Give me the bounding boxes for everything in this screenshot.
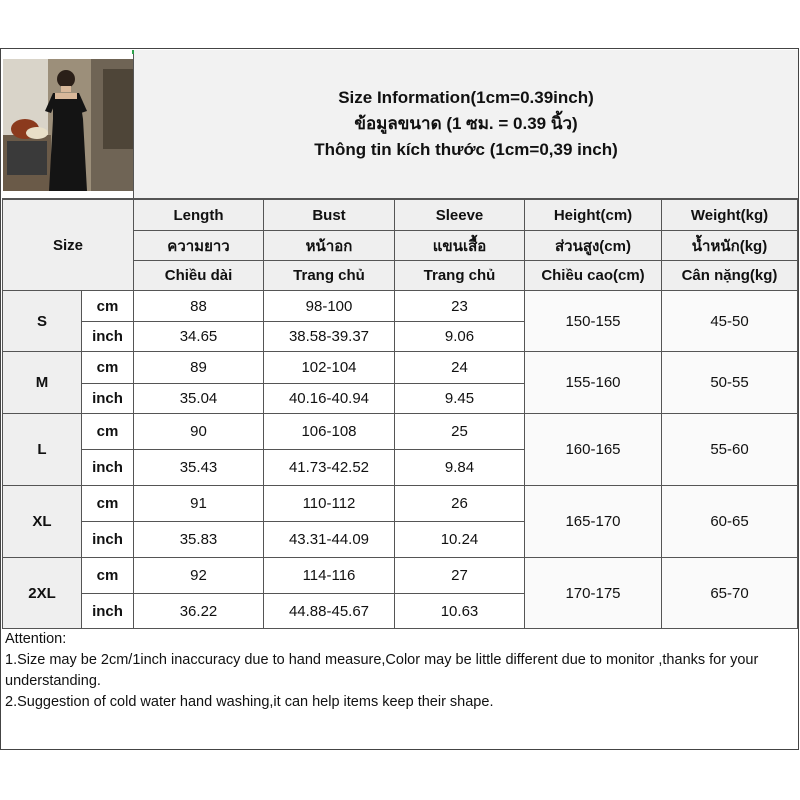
weight-range: 65-70 — [662, 558, 798, 629]
weight-range: 50-55 — [662, 352, 798, 414]
unit-inch: inch — [82, 594, 134, 629]
sleeve-inch: 10.24 — [395, 522, 525, 558]
header-title-th: ข้อมูลขนาด (1 ซม. = 0.39 นิ้ว) — [354, 114, 578, 133]
col-bust-th: หน้าอก — [264, 231, 395, 261]
unit-cm: cm — [82, 291, 134, 322]
sleeve-inch: 9.06 — [395, 322, 525, 352]
size-label-xl: XL — [3, 486, 82, 558]
col-height-vi: Chiều cao(cm) — [525, 261, 662, 291]
sleeve-cm: 25 — [395, 414, 525, 450]
col-sleeve-en: Sleeve — [395, 200, 525, 231]
notes-line-2: 2.Suggestion of cold water hand washing,it can help items keep their shape. — [5, 694, 494, 710]
sleeve-cm: 26 — [395, 486, 525, 522]
size-label-2xl: 2XL — [3, 558, 82, 629]
notes-line-1: 1.Size may be 2cm/1inch inaccuracy due to hand measure,Color may be little different due to monitor ,thanks for your understanding. — [5, 652, 759, 689]
bust-inch: 44.88-45.67 — [264, 594, 395, 629]
length-inch: 34.65 — [134, 322, 264, 352]
bust-inch: 38.58-39.37 — [264, 322, 395, 352]
height-range: 155-160 — [525, 352, 662, 414]
col-sleeve-th: แขนเสื้อ — [395, 231, 525, 261]
length-cm: 89 — [134, 352, 264, 384]
length-cm: 92 — [134, 558, 264, 594]
sleeve-cm: 24 — [395, 352, 525, 384]
bust-inch: 41.73-42.52 — [264, 450, 395, 486]
product-photo-cell — [2, 50, 134, 199]
col-length-th: ความยาว — [134, 231, 264, 261]
col-bust-vi: Trang chủ — [264, 261, 395, 291]
chart-header — [134, 50, 798, 199]
col-sleeve-vi: Trang chủ — [395, 261, 525, 291]
length-cm: 88 — [134, 291, 264, 322]
bust-cm: 110-112 — [264, 486, 395, 522]
unit-cm: cm — [82, 486, 134, 522]
col-weight-th: น้ำหนัก(kg) — [662, 231, 798, 261]
height-range: 170-175 — [525, 558, 662, 629]
height-range: 165-170 — [525, 486, 662, 558]
attention-notes — [5, 629, 795, 713]
bust-inch: 43.31-44.09 — [264, 522, 395, 558]
unit-inch: inch — [82, 450, 134, 486]
sleeve-cm: 23 — [395, 291, 525, 322]
col-weight-en: Weight(kg) — [662, 200, 798, 231]
height-range: 150-155 — [525, 291, 662, 352]
bust-inch: 40.16-40.94 — [264, 384, 395, 414]
bust-cm: 98-100 — [264, 291, 395, 322]
unit-inch: inch — [82, 384, 134, 414]
size-label-l: L — [3, 414, 82, 486]
length-inch: 35.83 — [134, 522, 264, 558]
weight-range: 45-50 — [662, 291, 798, 352]
size-chart-sheet — [0, 48, 799, 750]
weight-range: 60-65 — [662, 486, 798, 558]
header-title-vi: Thông tin kích thước (1cm=0,39 inch) — [314, 140, 618, 159]
weight-range: 55-60 — [662, 414, 798, 486]
col-length-vi: Chiều dài — [134, 261, 264, 291]
sleeve-inch: 9.84 — [395, 450, 525, 486]
col-bust-en: Bust — [264, 200, 395, 231]
col-weight-vi: Cân nặng(kg) — [662, 261, 798, 291]
length-inch: 35.04 — [134, 384, 264, 414]
notes-title: Attention: — [5, 631, 67, 647]
bust-cm: 102-104 — [264, 352, 395, 384]
size-table — [2, 199, 798, 629]
unit-cm: cm — [82, 352, 134, 384]
height-range: 160-165 — [525, 414, 662, 486]
length-cm: 91 — [134, 486, 264, 522]
size-header: Size — [3, 200, 134, 291]
product-photo — [3, 59, 133, 191]
bust-cm: 114-116 — [264, 558, 395, 594]
bust-cm: 106-108 — [264, 414, 395, 450]
col-height-th: ส่วนสูง(cm) — [525, 231, 662, 261]
unit-inch: inch — [82, 522, 134, 558]
col-height-en: Height(cm) — [525, 200, 662, 231]
unit-cm: cm — [82, 558, 134, 594]
sleeve-cm: 27 — [395, 558, 525, 594]
sleeve-inch: 10.63 — [395, 594, 525, 629]
size-label-s: S — [3, 291, 82, 352]
length-inch: 36.22 — [134, 594, 264, 629]
length-cm: 90 — [134, 414, 264, 450]
sleeve-inch: 9.45 — [395, 384, 525, 414]
length-inch: 35.43 — [134, 450, 264, 486]
unit-inch: inch — [82, 322, 134, 352]
header-title-en: Size Information(1cm=0.39inch) — [338, 88, 594, 107]
col-length-en: Length — [134, 200, 264, 231]
unit-cm: cm — [82, 414, 134, 450]
size-label-m: M — [3, 352, 82, 414]
